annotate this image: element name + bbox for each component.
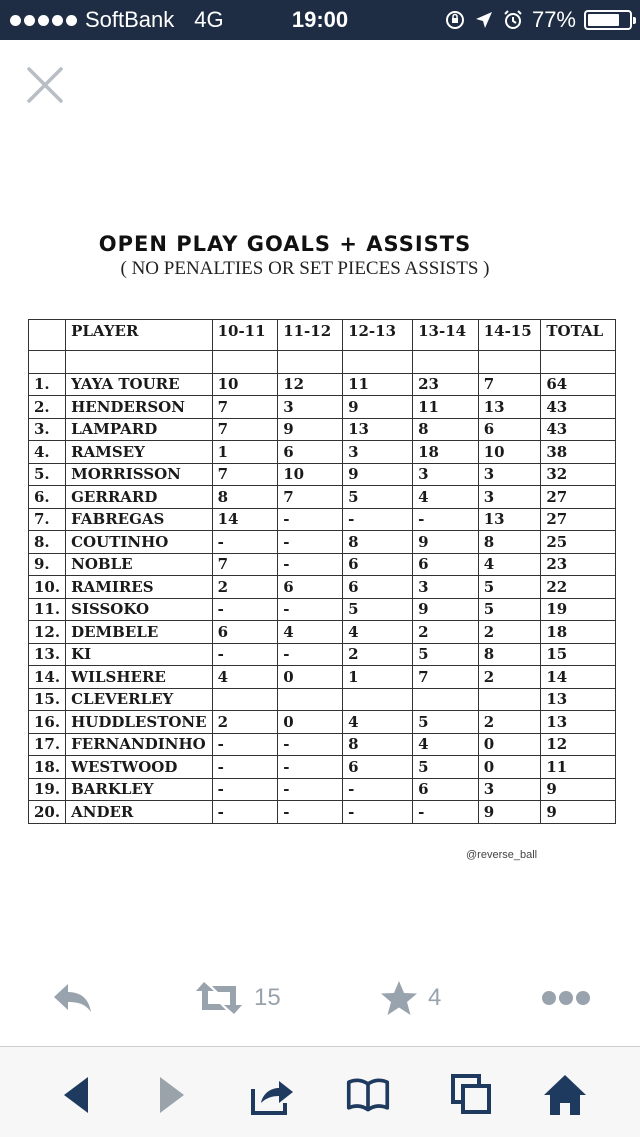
total-cell: 12 [541, 733, 616, 756]
back-icon[interactable] [54, 1073, 98, 1117]
season-value-cell: - [212, 756, 278, 779]
battery-icon [584, 10, 632, 30]
season-value-cell [343, 688, 413, 711]
player-name-cell: WILSHERE [66, 666, 212, 689]
season-value-cell: 11 [413, 396, 479, 419]
rank-cell: 15. [29, 688, 66, 711]
season-value-cell: 2 [413, 621, 479, 644]
season-value-cell [278, 351, 343, 374]
season-value-cell: 4 [343, 621, 413, 644]
table-row [29, 756, 616, 779]
season-value-cell: - [212, 598, 278, 621]
season-value-cell [478, 688, 541, 711]
season-value-cell: 5 [413, 711, 479, 734]
total-cell: 11 [541, 756, 616, 779]
alarm-icon [502, 9, 524, 31]
season-value-cell: 3 [478, 778, 541, 801]
rank-cell: 9. [29, 553, 66, 576]
table-row [29, 621, 616, 644]
stats-table [28, 319, 616, 824]
season-value-cell: 3 [478, 486, 541, 509]
table-header-cell [29, 320, 66, 351]
season-value-cell: 9 [478, 801, 541, 824]
season-value-cell: 2 [212, 576, 278, 599]
table-row [29, 351, 616, 374]
rank-cell: 2. [29, 396, 66, 419]
season-value-cell [413, 351, 479, 374]
season-value-cell: - [278, 531, 343, 554]
season-value-cell [212, 351, 278, 374]
season-value-cell: 18 [413, 441, 479, 464]
close-icon[interactable] [22, 62, 68, 108]
total-cell: 27 [541, 486, 616, 509]
season-value-cell: 11 [343, 373, 413, 396]
player-name-cell: RAMIRES [66, 576, 212, 599]
player-name-cell: GERRARD [66, 486, 212, 509]
forward-icon[interactable] [148, 1073, 192, 1117]
season-value-cell: 0 [478, 756, 541, 779]
season-value-cell: 0 [278, 666, 343, 689]
season-value-cell: 6 [478, 418, 541, 441]
table-row [29, 666, 616, 689]
total-cell: 9 [541, 801, 616, 824]
season-value-cell: 4 [212, 666, 278, 689]
season-value-cell: 2 [478, 711, 541, 734]
season-value-cell [212, 688, 278, 711]
table-header-cell: TOTAL [541, 320, 616, 351]
season-value-cell: 10 [278, 463, 343, 486]
player-name-cell: LAMPARD [66, 418, 212, 441]
season-value-cell: 9 [278, 418, 343, 441]
total-cell: 23 [541, 553, 616, 576]
season-value-cell: - [278, 801, 343, 824]
season-value-cell: 3 [278, 396, 343, 419]
season-value-cell: 13 [478, 508, 541, 531]
season-value-cell: - [212, 778, 278, 801]
rank-cell: 18. [29, 756, 66, 779]
battery-percentage: 77% [531, 7, 576, 32]
season-value-cell: 12 [278, 373, 343, 396]
rank-cell: 3. [29, 418, 66, 441]
season-value-cell: 9 [343, 463, 413, 486]
rank-cell: 7. [29, 508, 66, 531]
season-value-cell: 2 [343, 643, 413, 666]
season-value-cell: - [212, 733, 278, 756]
season-value-cell: 9 [343, 396, 413, 419]
table-row [29, 778, 616, 801]
total-cell: 22 [541, 576, 616, 599]
retweet-button[interactable] [194, 980, 281, 1016]
season-value-cell: 3 [413, 463, 479, 486]
total-cell: 13 [541, 688, 616, 711]
total-cell: 64 [541, 373, 616, 396]
season-value-cell: - [212, 801, 278, 824]
status-bar [0, 0, 640, 40]
player-name-cell: MORRISSON [66, 463, 212, 486]
location-arrow-icon [474, 10, 494, 30]
network-type: 4G [194, 7, 224, 32]
season-value-cell: 2 [212, 711, 278, 734]
table-header-row [29, 320, 616, 351]
table-row [29, 801, 616, 824]
season-value-cell: 6 [278, 576, 343, 599]
browser-toolbar [0, 1046, 640, 1137]
season-value-cell: 2 [478, 666, 541, 689]
season-value-cell: - [212, 531, 278, 554]
season-value-cell: 9 [413, 531, 479, 554]
season-value-cell [413, 688, 479, 711]
season-value-cell: 5 [343, 598, 413, 621]
player-name-cell: HENDERSON [66, 396, 212, 419]
season-value-cell: - [278, 756, 343, 779]
season-value-cell: 10 [478, 441, 541, 464]
table-row [29, 733, 616, 756]
season-value-cell: - [413, 508, 479, 531]
season-value-cell: 3 [413, 576, 479, 599]
table-row [29, 643, 616, 666]
player-name-cell: WESTWOOD [66, 756, 212, 779]
table-header-cell: 12-13 [343, 320, 413, 351]
clock: 19:00 [291, 7, 349, 32]
table-header-cell: 14-15 [478, 320, 541, 351]
rank-cell: 4. [29, 441, 66, 464]
table-row [29, 396, 616, 419]
rank-cell: 20. [29, 801, 66, 824]
season-value-cell: 4 [413, 733, 479, 756]
season-value-cell: - [278, 598, 343, 621]
more-icon [541, 980, 591, 1016]
season-value-cell: 4 [343, 711, 413, 734]
orientation-lock-icon [444, 9, 466, 31]
total-cell: 32 [541, 463, 616, 486]
rank-cell [29, 351, 66, 374]
total-cell: 19 [541, 598, 616, 621]
table-header-cell: PLAYER [66, 320, 212, 351]
season-value-cell: 10 [212, 373, 278, 396]
season-value-cell: - [343, 801, 413, 824]
rank-cell: 16. [29, 711, 66, 734]
total-cell: 15 [541, 643, 616, 666]
table-row [29, 418, 616, 441]
rank-cell: 17. [29, 733, 66, 756]
table-header-cell: 13-14 [413, 320, 479, 351]
season-value-cell: 8 [413, 418, 479, 441]
total-cell: 27 [541, 508, 616, 531]
season-value-cell: 13 [343, 418, 413, 441]
rank-cell: 1. [29, 373, 66, 396]
total-cell: 13 [541, 711, 616, 734]
season-value-cell: 6 [343, 756, 413, 779]
total-cell: 14 [541, 666, 616, 689]
tweet-actions [0, 980, 640, 1026]
season-value-cell: 8 [212, 486, 278, 509]
rank-cell: 8. [29, 531, 66, 554]
season-value-cell [278, 688, 343, 711]
season-value-cell: 6 [413, 553, 479, 576]
season-value-cell: 0 [478, 733, 541, 756]
player-name-cell: YAYA TOURE [66, 373, 212, 396]
season-value-cell: 5 [413, 643, 479, 666]
season-value-cell: 1 [212, 441, 278, 464]
season-value-cell: - [278, 733, 343, 756]
season-value-cell: 6 [413, 778, 479, 801]
total-cell: 43 [541, 418, 616, 441]
player-name-cell: KI [66, 643, 212, 666]
season-value-cell: 5 [478, 598, 541, 621]
favorite-button[interactable] [380, 980, 441, 1016]
rank-cell: 13. [29, 643, 66, 666]
season-value-cell: 6 [343, 576, 413, 599]
retweet-icon [194, 980, 244, 1016]
rank-cell: 14. [29, 666, 66, 689]
table-row [29, 531, 616, 554]
image-title: OPEN PLAY GOALS + ASSISTS [98, 232, 472, 256]
total-cell: 18 [541, 621, 616, 644]
table-header-cell: 10-11 [212, 320, 278, 351]
rank-cell: 12. [29, 621, 66, 644]
season-value-cell: 6 [343, 553, 413, 576]
season-value-cell: 8 [478, 643, 541, 666]
total-cell: 38 [541, 441, 616, 464]
season-value-cell: 7 [413, 666, 479, 689]
table-row [29, 576, 616, 599]
season-value-cell: - [278, 553, 343, 576]
table-row [29, 441, 616, 464]
season-value-cell: 13 [478, 396, 541, 419]
season-value-cell: - [278, 508, 343, 531]
season-value-cell: 4 [413, 486, 479, 509]
retweet-count: 15 [254, 984, 281, 1011]
image-credit: @reverse_ball [466, 849, 538, 861]
season-value-cell: 7 [478, 373, 541, 396]
favorite-count: 4 [428, 984, 442, 1011]
season-value-cell: 7 [212, 396, 278, 419]
star-icon [380, 980, 418, 1016]
season-value-cell: 5 [413, 756, 479, 779]
rank-cell: 6. [29, 486, 66, 509]
player-name-cell: CLEVERLEY [66, 688, 212, 711]
season-value-cell: 8 [478, 531, 541, 554]
season-value-cell: 8 [343, 531, 413, 554]
table-row [29, 508, 616, 531]
player-name-cell: FABREGAS [66, 508, 212, 531]
season-value-cell: 6 [212, 621, 278, 644]
season-value-cell: 7 [212, 463, 278, 486]
table-row [29, 688, 616, 711]
total-cell: 43 [541, 396, 616, 419]
player-name-cell: BARKLEY [66, 778, 212, 801]
reply-icon [50, 980, 94, 1016]
table-row [29, 598, 616, 621]
more-options-button[interactable] [541, 980, 591, 1016]
player-name-cell: DEMBELE [66, 621, 212, 644]
player-name-cell: SISSOKO [66, 598, 212, 621]
season-value-cell [478, 351, 541, 374]
tabs-icon[interactable] [450, 1073, 494, 1117]
total-cell [541, 351, 616, 374]
table-row [29, 553, 616, 576]
season-value-cell: 7 [278, 486, 343, 509]
season-value-cell: 6 [278, 441, 343, 464]
table-row [29, 486, 616, 509]
share-icon[interactable] [249, 1073, 293, 1117]
table-row [29, 711, 616, 734]
player-name-cell: ANDER [66, 801, 212, 824]
player-name-cell [66, 351, 212, 374]
season-value-cell: - [343, 508, 413, 531]
player-name-cell: FERNANDINHO [66, 733, 212, 756]
season-value-cell: 9 [413, 598, 479, 621]
season-value-cell: - [413, 801, 479, 824]
season-value-cell: 5 [343, 486, 413, 509]
bookmarks-icon[interactable] [346, 1073, 390, 1117]
season-value-cell: 14 [212, 508, 278, 531]
table-row [29, 463, 616, 486]
table-row [29, 373, 616, 396]
season-value-cell: 2 [478, 621, 541, 644]
player-name-cell: COUTINHO [66, 531, 212, 554]
total-cell: 25 [541, 531, 616, 554]
season-value-cell: 8 [343, 733, 413, 756]
season-value-cell: 7 [212, 418, 278, 441]
reply-button[interactable] [50, 980, 94, 1016]
season-value-cell: 1 [343, 666, 413, 689]
season-value-cell: 4 [278, 621, 343, 644]
season-value-cell: 23 [413, 373, 479, 396]
home-icon[interactable] [543, 1073, 587, 1117]
season-value-cell: 7 [212, 553, 278, 576]
season-value-cell: - [278, 778, 343, 801]
rank-cell: 19. [29, 778, 66, 801]
player-name-cell: RAMSEY [66, 441, 212, 464]
season-value-cell: - [212, 643, 278, 666]
season-value-cell [343, 351, 413, 374]
carrier-name: SoftBank [85, 7, 175, 32]
player-name-cell: HUDDLESTONE [66, 711, 212, 734]
table-header-cell: 11-12 [278, 320, 343, 351]
rank-cell: 10. [29, 576, 66, 599]
image-subtitle: ( NO PENALTIES OR SET PIECES ASSISTS ) [120, 258, 490, 279]
season-value-cell: 3 [343, 441, 413, 464]
season-value-cell: - [278, 643, 343, 666]
rank-cell: 11. [29, 598, 66, 621]
rank-cell: 5. [29, 463, 66, 486]
season-value-cell: 3 [478, 463, 541, 486]
player-name-cell: NOBLE [66, 553, 212, 576]
season-value-cell: 4 [478, 553, 541, 576]
total-cell: 9 [541, 778, 616, 801]
season-value-cell: 5 [478, 576, 541, 599]
season-value-cell: - [343, 778, 413, 801]
season-value-cell: 0 [278, 711, 343, 734]
